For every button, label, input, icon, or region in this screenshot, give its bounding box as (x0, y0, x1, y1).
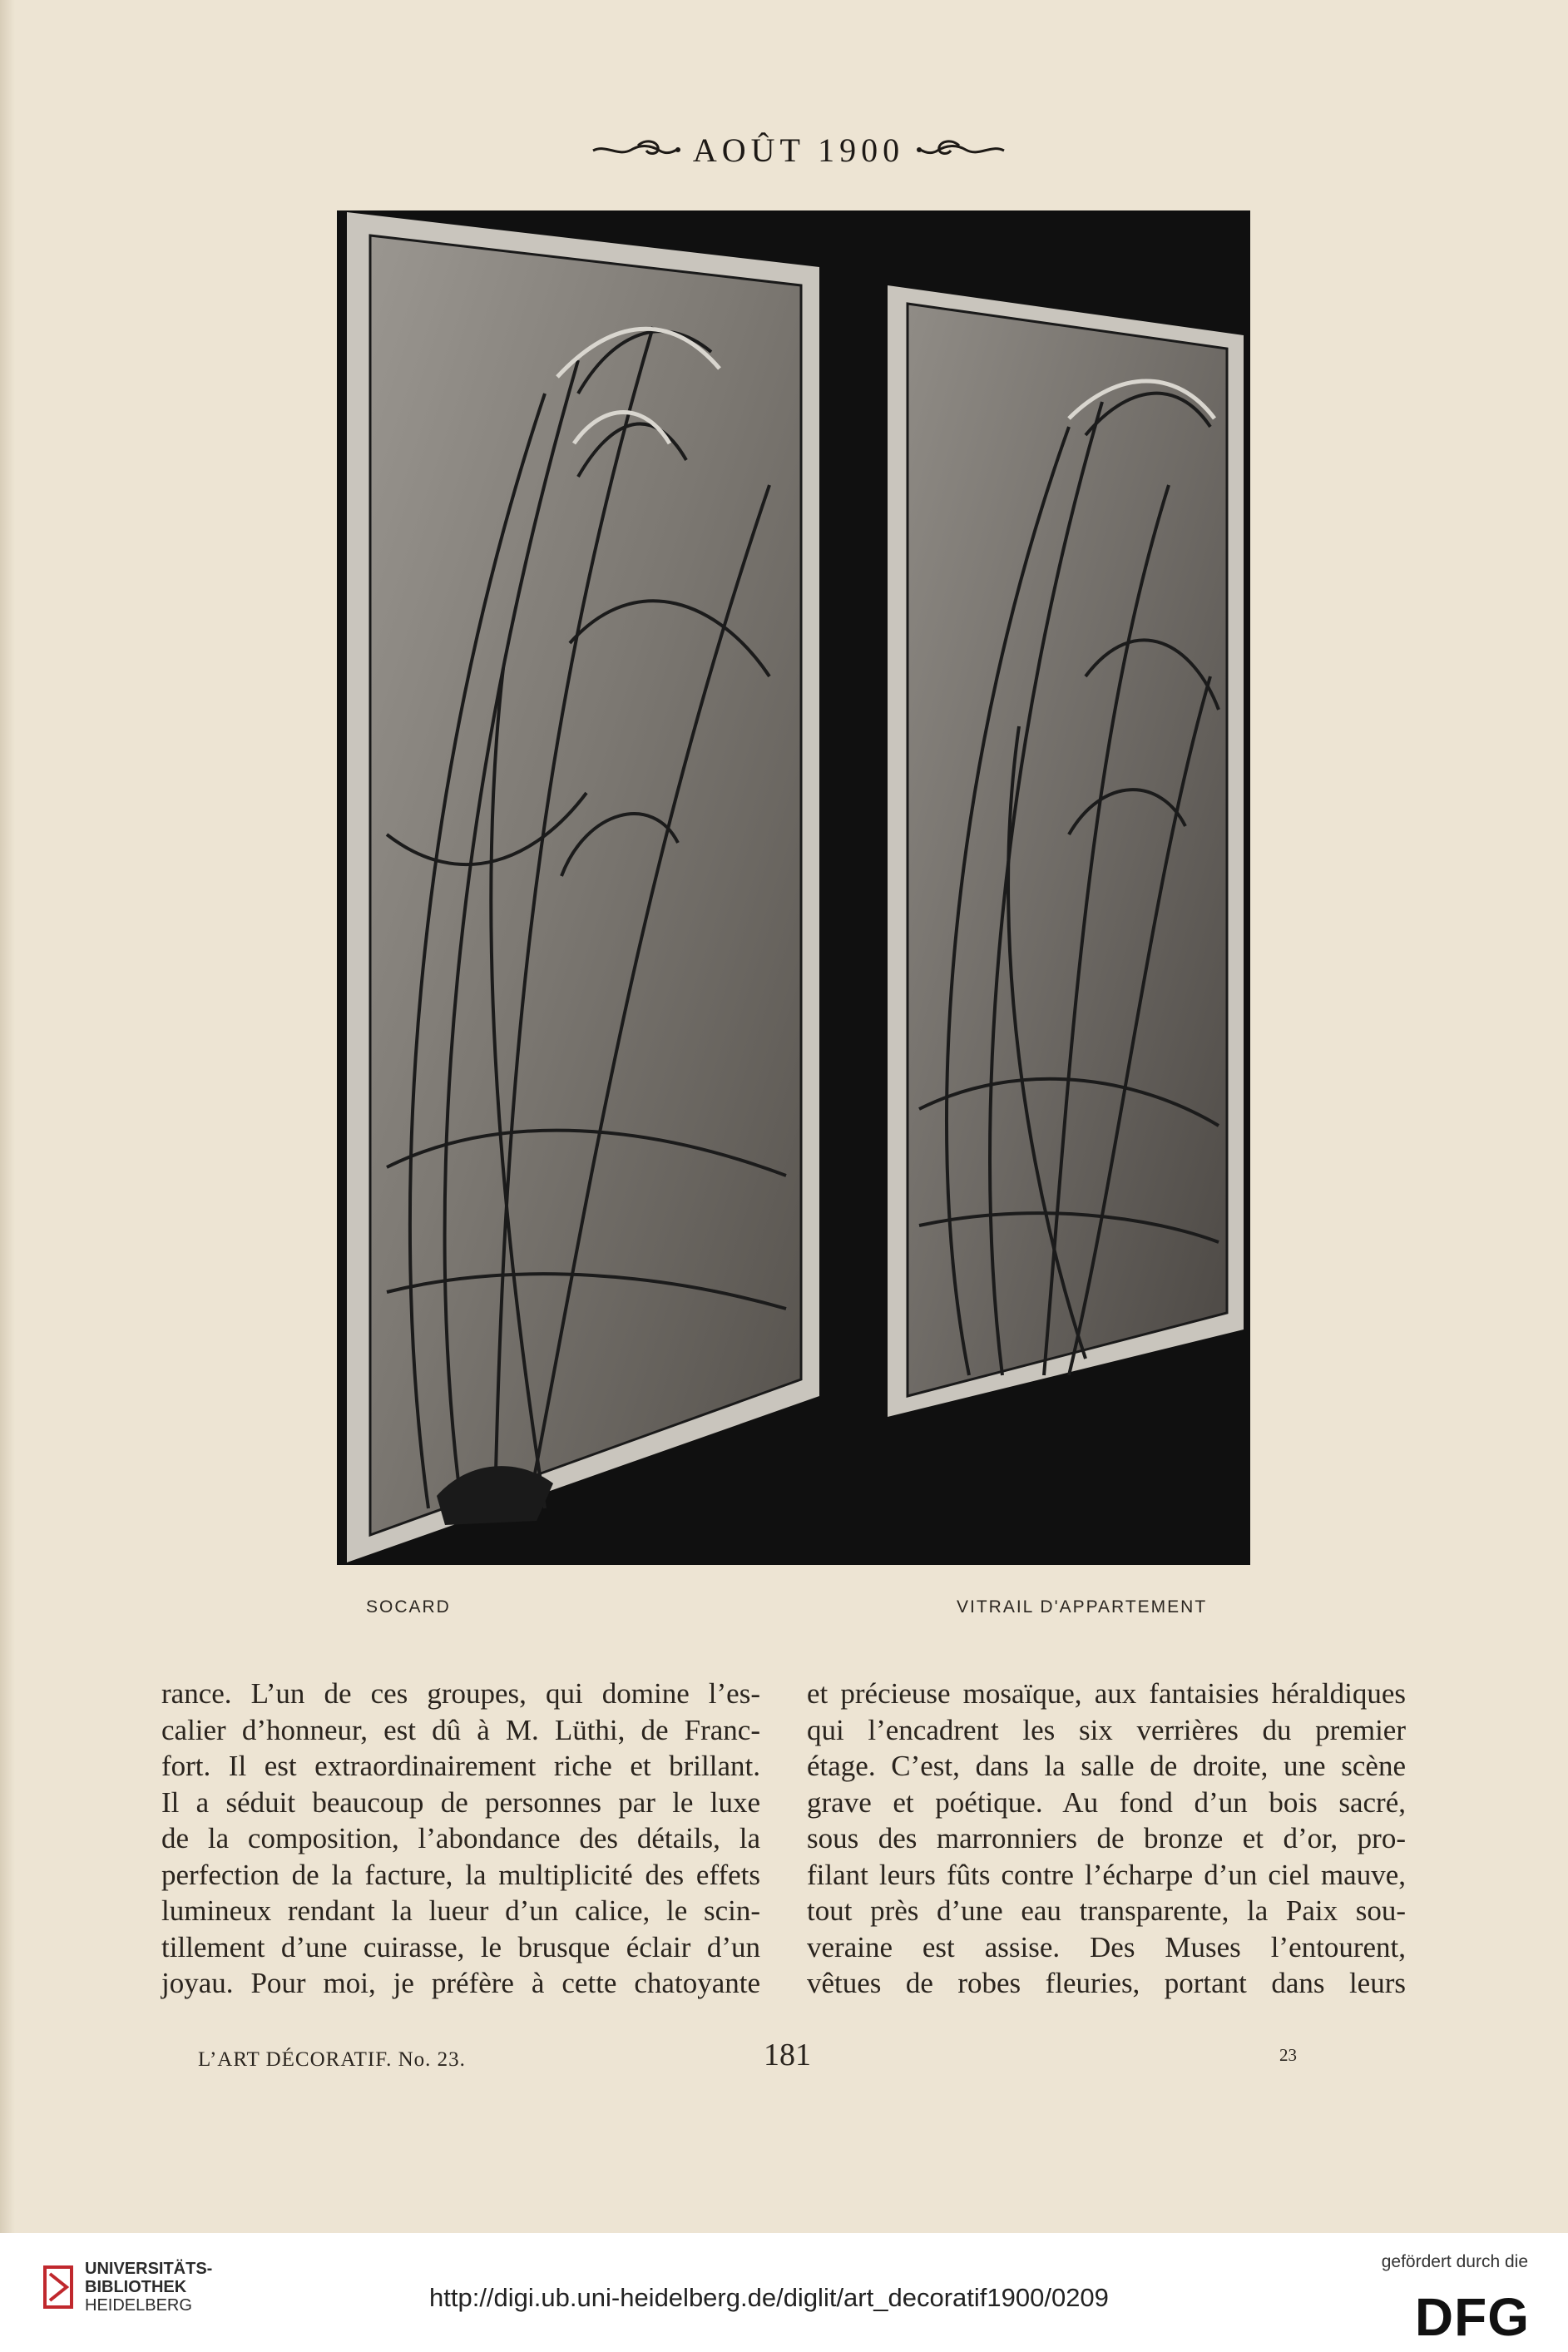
text-line: calier d’honneur, est dû à M. Lüthi, de Franc- (161, 1713, 760, 1746)
institution-line: HEIDELBERG (85, 2296, 192, 2315)
text-line: grave et poétique. Au fond d’un bois sacré, (807, 1785, 1406, 1819)
plate-caption-artist: SOCARD (366, 1597, 451, 1617)
text-line: sous des marronniers de bronze et d’or, pro- (807, 1822, 1406, 1854)
stained-glass-plate-image (337, 210, 1250, 1565)
text-line: tout près d’une eau transparente, la Paix sou- (807, 1894, 1406, 1927)
stained-glass-illustration (337, 210, 1250, 1565)
institution-line: UNIVERSITÄTS- (85, 2260, 213, 2278)
text-line: qui l’encadrent les six verrières du premier (807, 1713, 1406, 1746)
text-line: étage. C’est, dans la salle de droite, une scène (807, 1750, 1406, 1782)
right-flourish-ornament (916, 137, 1007, 162)
text-line: joyau. Pour moi, je préfère à cette chatoyante (161, 1967, 760, 1999)
university-name (85, 2260, 212, 2315)
text-line: de la composition, l’abondance des détails, la (161, 1822, 760, 1854)
page-header (566, 125, 1031, 175)
journal-footer: L’ART DÉCORATIF. No. 23. (198, 2048, 466, 2071)
left-flourish-ornament (590, 137, 681, 162)
text-line: lumineux rendant la lueur d’un calice, le scin- (161, 1894, 760, 1927)
plate-caption-title: VITRAIL D'APPARTEMENT (957, 1597, 1208, 1617)
university-library-logo[interactable] (43, 2260, 212, 2315)
institution-line: BIBLIOTHEK (85, 2278, 187, 2296)
text-line: tillement d’une cuirasse, le brusque éclair d’un (161, 1930, 760, 1963)
text-column-left (161, 1676, 760, 2002)
funding-note: gefördert durch die (1381, 2252, 1528, 2271)
text-line: fort. Il est extraordinairement riche et brillant. (161, 1750, 760, 1782)
text-line: perfection de la facture, la multiplicité des effets (161, 1858, 760, 1891)
text-line: rance. L’un de ces groupes, qui domine l’es- (161, 1677, 760, 1710)
page-number: 181 (764, 2038, 811, 2072)
dfg-logo[interactable]: DFG (1414, 2287, 1530, 2347)
text-line: Il a séduit beaucoup de personnes par le luxe (161, 1785, 760, 1819)
text-line: filant leurs fûts contre l’écharpe d’un ciel mauve, (807, 1858, 1406, 1891)
text-line: vêtues de robes fleuries, portant dans leurs (807, 1967, 1406, 1999)
text-line: et précieuse mosaïque, aux fantaisies héraldiques (807, 1677, 1406, 1710)
text-line: veraine est assise. Des Muses l’entourent, (807, 1930, 1406, 1963)
signature-mark: 23 (1279, 2045, 1297, 2065)
text-column-right (807, 1676, 1406, 2002)
university-emblem-icon (43, 2265, 73, 2309)
issue-date-title: AOÛT 1900 (692, 131, 905, 169)
permalink-url[interactable]: http://digi.ub.uni-heidelberg.de/diglit/art_decoratif1900/0209 (429, 2283, 1109, 2312)
